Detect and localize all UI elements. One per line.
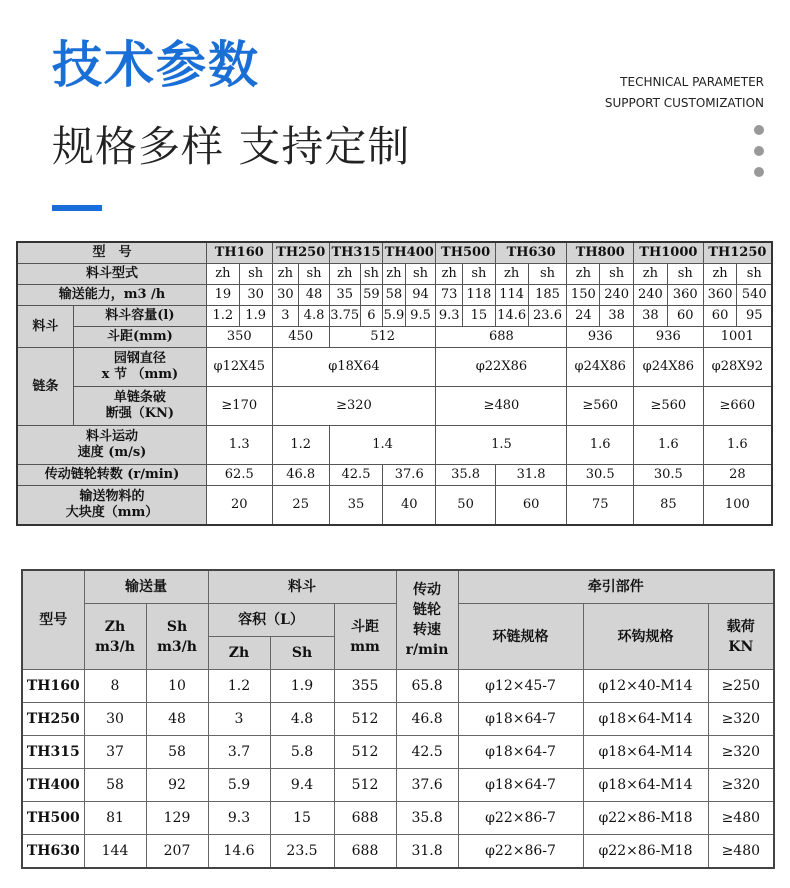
table-cell: 31.8 — [396, 835, 458, 869]
label-line: m3/h — [157, 638, 197, 655]
table-cell: 14.6 — [495, 306, 528, 327]
table-cell: 60 — [667, 306, 703, 327]
label-line: 斗距 — [351, 618, 380, 635]
dot-icon — [754, 146, 764, 156]
table-cell: ≥170 — [207, 387, 273, 426]
table-cell: 3.7 — [208, 736, 270, 769]
header-cell: 型 号 — [17, 242, 207, 264]
table-cell: 118 — [463, 285, 496, 306]
label-line: 大块度（mm） — [65, 505, 159, 520]
header-cell: 输送能力，m3 /h — [17, 285, 207, 306]
table-cell: 58 — [383, 285, 406, 306]
model-cell: TH400 — [22, 769, 84, 802]
dots-decoration — [754, 125, 766, 188]
header-cell: 容积（L） — [208, 604, 334, 637]
table-cell: φ22×86-M18 — [583, 802, 708, 835]
table-cell: 65.8 — [396, 670, 458, 703]
label-line: 输送物料的 — [79, 489, 145, 504]
model-cell: TH315 — [22, 736, 84, 769]
table-cell: 240 — [600, 285, 634, 306]
table-cell: φ22X86 — [436, 348, 567, 387]
table-cell: 30 — [84, 703, 146, 736]
table-row — [17, 387, 772, 426]
tagline-line-1: TECHNICAL PARAMETER — [620, 75, 764, 89]
table-cell: 31.8 — [495, 465, 567, 486]
table-cell: 85 — [634, 486, 704, 526]
table-cell: sh — [667, 264, 703, 285]
table-cell: ≥560 — [567, 387, 634, 426]
header-cell: Zh — [208, 637, 270, 670]
table-cell: 35.8 — [436, 465, 495, 486]
model-cell: TH800 — [567, 242, 634, 264]
label-line: KN — [728, 638, 754, 655]
table-cell: 58 — [84, 769, 146, 802]
header-cell — [73, 387, 206, 426]
table-cell: 30 — [272, 285, 299, 306]
table-cell: 15 — [270, 802, 334, 835]
model-cell: TH630 — [22, 835, 84, 869]
model-cell: TH630 — [495, 242, 567, 264]
table-cell: ≥320 — [708, 769, 774, 802]
table-row — [17, 465, 772, 486]
table-cell: 15 — [463, 306, 496, 327]
table-cell: ≥320 — [272, 387, 436, 426]
table-cell: 95 — [737, 306, 772, 327]
table-cell: zh — [634, 264, 668, 285]
table-cell: 129 — [146, 802, 208, 835]
table-cell: sh — [463, 264, 496, 285]
table-cell: 3.75 — [329, 306, 360, 327]
table-cell: φ12X45 — [207, 348, 273, 387]
label-line: Sh — [166, 618, 188, 635]
table-cell: 512 — [334, 736, 396, 769]
table-cell: sh — [528, 264, 567, 285]
label-line: 链轮 — [413, 602, 442, 618]
table-cell: ≥320 — [708, 736, 774, 769]
table-cell: φ18×64-M14 — [583, 736, 708, 769]
label-line: r/min — [405, 642, 449, 658]
table-row — [22, 736, 774, 769]
model-cell: TH1250 — [703, 242, 772, 264]
table-cell: 10 — [146, 670, 208, 703]
table-cell: φ18×64-7 — [458, 703, 583, 736]
table-cell: 144 — [84, 835, 146, 869]
header-cell — [396, 570, 458, 670]
label-line: 单链条破 — [113, 390, 166, 405]
table-cell: 30 — [239, 285, 272, 306]
table-row — [17, 285, 772, 306]
table-row — [17, 306, 772, 327]
table-cell: zh — [329, 264, 360, 285]
table-cell: φ12×45-7 — [458, 670, 583, 703]
table-cell: 94 — [405, 285, 436, 306]
table-cell: 37.6 — [383, 465, 436, 486]
header-cell: 型号 — [22, 570, 84, 670]
table-row — [22, 835, 774, 869]
table-cell: φ22×86-7 — [458, 802, 583, 835]
table-cell: 936 — [567, 327, 634, 348]
tagline-line-2: SUPPORT CUSTOMIZATION — [604, 96, 764, 110]
table-cell: 688 — [334, 835, 396, 869]
spec-table-1 — [16, 241, 773, 526]
table-cell: 1.5 — [436, 426, 567, 465]
header-cell: 输送量 — [84, 570, 208, 604]
table-cell: 1.9 — [239, 306, 272, 327]
table-cell: ≥660 — [703, 387, 772, 426]
label-line: 园钢直径 — [113, 351, 166, 366]
table-cell: 1.3 — [207, 426, 273, 465]
table-cell: φ12×40-M14 — [583, 670, 708, 703]
model-cell: TH400 — [383, 242, 436, 264]
header-cell: 环钩规格 — [583, 604, 708, 670]
table-cell: 62.5 — [207, 465, 273, 486]
table-cell: φ28X92 — [703, 348, 772, 387]
table-cell: zh — [436, 264, 463, 285]
table-cell: 1.2 — [208, 670, 270, 703]
model-cell: TH500 — [22, 802, 84, 835]
label-line: 传动 — [413, 582, 442, 598]
table-cell: φ18×64-7 — [458, 769, 583, 802]
table-cell: 37.6 — [396, 769, 458, 802]
table-cell: 512 — [329, 327, 436, 348]
table-cell: 100 — [703, 486, 772, 526]
table-cell: φ24X86 — [634, 348, 704, 387]
dot-icon — [754, 125, 764, 135]
table-cell: 450 — [272, 327, 329, 348]
label-line: x 节 （mm) — [101, 367, 179, 382]
header-cell — [334, 604, 396, 670]
model-cell: TH250 — [22, 703, 84, 736]
model-cell: TH160 — [207, 242, 273, 264]
table-cell: 185 — [528, 285, 567, 306]
label-line: 断强（KN) — [105, 406, 175, 421]
table-cell: 42.5 — [396, 736, 458, 769]
table-cell: zh — [207, 264, 240, 285]
table-cell: ≥480 — [436, 387, 567, 426]
table-cell: 73 — [436, 285, 463, 306]
table-cell: 6 — [360, 306, 383, 327]
model-cell: TH250 — [272, 242, 329, 264]
spec-table-2 — [21, 569, 775, 869]
model-cell: TH500 — [436, 242, 495, 264]
table-row — [22, 802, 774, 835]
table-cell: sh — [239, 264, 272, 285]
table-cell: 92 — [146, 769, 208, 802]
table-cell: 28 — [703, 465, 772, 486]
page-subtitle: 规格多样 支持定制 — [52, 122, 411, 171]
table-row — [17, 264, 772, 285]
table-cell: 150 — [567, 285, 600, 306]
table-cell: 35.8 — [396, 802, 458, 835]
table-cell: φ18×64-M14 — [583, 703, 708, 736]
table-cell: sh — [299, 264, 330, 285]
english-tagline — [605, 72, 764, 114]
model-cell: TH160 — [22, 670, 84, 703]
table-cell: φ22×86-7 — [458, 835, 583, 869]
table-cell: 30.5 — [634, 465, 704, 486]
header-cell: 料斗型式 — [17, 264, 207, 285]
table-cell: 1.2 — [207, 306, 240, 327]
table-cell: 24 — [567, 306, 600, 327]
header-cell: 斗距(mm) — [73, 327, 206, 348]
table-cell: 9.4 — [270, 769, 334, 802]
table-cell: 58 — [146, 736, 208, 769]
table-cell: ≥560 — [634, 387, 704, 426]
table-cell: 37 — [84, 736, 146, 769]
table-cell: sh — [600, 264, 634, 285]
table-row — [22, 703, 774, 736]
table-cell: 3 — [208, 703, 270, 736]
table-cell: 3 — [272, 306, 299, 327]
label-line: 转速 — [413, 622, 442, 638]
header-cell: 料斗 — [208, 570, 396, 604]
table-cell: 38 — [634, 306, 668, 327]
table-cell: zh — [495, 264, 528, 285]
table-row — [22, 570, 774, 604]
table-row — [17, 348, 772, 387]
table-row — [17, 327, 772, 348]
table-cell: 48 — [299, 285, 330, 306]
table-cell: 688 — [436, 327, 567, 348]
label-line: 料斗运动 — [85, 429, 138, 444]
table-cell: ≥480 — [708, 835, 774, 869]
header-cell — [73, 348, 206, 387]
table-cell: φ18X64 — [272, 348, 436, 387]
table-row — [22, 670, 774, 703]
accent-bar — [52, 205, 102, 211]
table-row — [17, 426, 772, 465]
group-cell: 链条 — [17, 348, 73, 426]
table-cell: φ22×86-M18 — [583, 835, 708, 869]
table-cell: 350 — [207, 327, 273, 348]
table-cell: zh — [703, 264, 737, 285]
page-title: 技术参数 — [52, 36, 260, 94]
table-cell: 1.2 — [272, 426, 329, 465]
table-cell: 4.8 — [270, 703, 334, 736]
table-cell: 936 — [634, 327, 704, 348]
table-cell: ≥320 — [708, 703, 774, 736]
table-cell: 4.8 — [299, 306, 330, 327]
table-cell: zh — [383, 264, 406, 285]
table-cell: ≥480 — [708, 802, 774, 835]
table-cell: zh — [567, 264, 600, 285]
table-cell: 9.3 — [208, 802, 270, 835]
table-cell: 40 — [383, 486, 436, 526]
group-cell: 料斗 — [17, 306, 73, 348]
table-cell: 48 — [146, 703, 208, 736]
table-cell: 114 — [495, 285, 528, 306]
table-cell: 1.6 — [634, 426, 704, 465]
table-cell: 60 — [495, 486, 567, 526]
table-cell: 688 — [334, 802, 396, 835]
table-cell: 512 — [334, 769, 396, 802]
header-cell: Sh — [270, 637, 334, 670]
table-cell: sh — [360, 264, 383, 285]
table-cell: zh — [272, 264, 299, 285]
table-cell: 20 — [207, 486, 273, 526]
table-cell: 512 — [334, 703, 396, 736]
table-cell: 25 — [272, 486, 329, 526]
table-cell: 42.5 — [329, 465, 382, 486]
table-cell: 8 — [84, 670, 146, 703]
table-cell: 38 — [600, 306, 634, 327]
table-cell: 1.6 — [567, 426, 634, 465]
table-row — [17, 486, 772, 526]
model-cell: TH1000 — [634, 242, 704, 264]
label-line: m3/h — [95, 638, 135, 655]
table-cell: 60 — [703, 306, 737, 327]
table-cell: 35 — [329, 486, 382, 526]
header-cell: 环链规格 — [458, 604, 583, 670]
header-cell — [17, 426, 207, 465]
table-cell: sh — [737, 264, 772, 285]
header-cell — [708, 604, 774, 670]
table-cell: 1.6 — [703, 426, 772, 465]
model-cell: TH315 — [329, 242, 382, 264]
header-cell — [17, 486, 207, 526]
table-cell: 81 — [84, 802, 146, 835]
table-cell: 1.4 — [329, 426, 436, 465]
label-line: 载荷 — [726, 618, 755, 635]
table-cell: 75 — [567, 486, 634, 526]
table-cell: 23.6 — [528, 306, 567, 327]
table-cell: 59 — [360, 285, 383, 306]
table-cell: sh — [405, 264, 436, 285]
table-cell: 5.8 — [270, 736, 334, 769]
label-line: mm — [350, 638, 380, 655]
table-cell: 1.9 — [270, 670, 334, 703]
label-line: 速度 (m/s) — [77, 445, 147, 460]
table-row — [17, 242, 772, 264]
header-cell — [146, 604, 208, 670]
table-cell: 5.9 — [208, 769, 270, 802]
table-cell: 360 — [703, 285, 737, 306]
header-cell — [84, 604, 146, 670]
header-cell: 牵引部件 — [458, 570, 774, 604]
table-cell: 19 — [207, 285, 240, 306]
label-line: Zh — [104, 618, 126, 635]
table-cell: 360 — [667, 285, 703, 306]
dot-icon — [754, 167, 764, 177]
table-cell: 23.5 — [270, 835, 334, 869]
table-cell: ≥250 — [708, 670, 774, 703]
table-cell: 9.3 — [436, 306, 463, 327]
table-cell: 30.5 — [567, 465, 634, 486]
table-cell: 240 — [634, 285, 668, 306]
table-cell: φ18×64-M14 — [583, 769, 708, 802]
table-cell: 5.9 — [383, 306, 406, 327]
table-cell: 35 — [329, 285, 360, 306]
table-cell: 14.6 — [208, 835, 270, 869]
table-cell: φ24X86 — [567, 348, 634, 387]
header-cell: 料斗容量(l) — [73, 306, 206, 327]
header-cell: 传动链轮转数 (r/min) — [17, 465, 207, 486]
table-cell: 9.5 — [405, 306, 436, 327]
table-cell: 207 — [146, 835, 208, 869]
table-cell: φ18×64-7 — [458, 736, 583, 769]
table-cell: 540 — [737, 285, 772, 306]
table-row — [22, 769, 774, 802]
table-cell: 46.8 — [272, 465, 329, 486]
table-cell: 1001 — [703, 327, 772, 348]
table-cell: 46.8 — [396, 703, 458, 736]
table-cell: 355 — [334, 670, 396, 703]
table-cell: 50 — [436, 486, 495, 526]
